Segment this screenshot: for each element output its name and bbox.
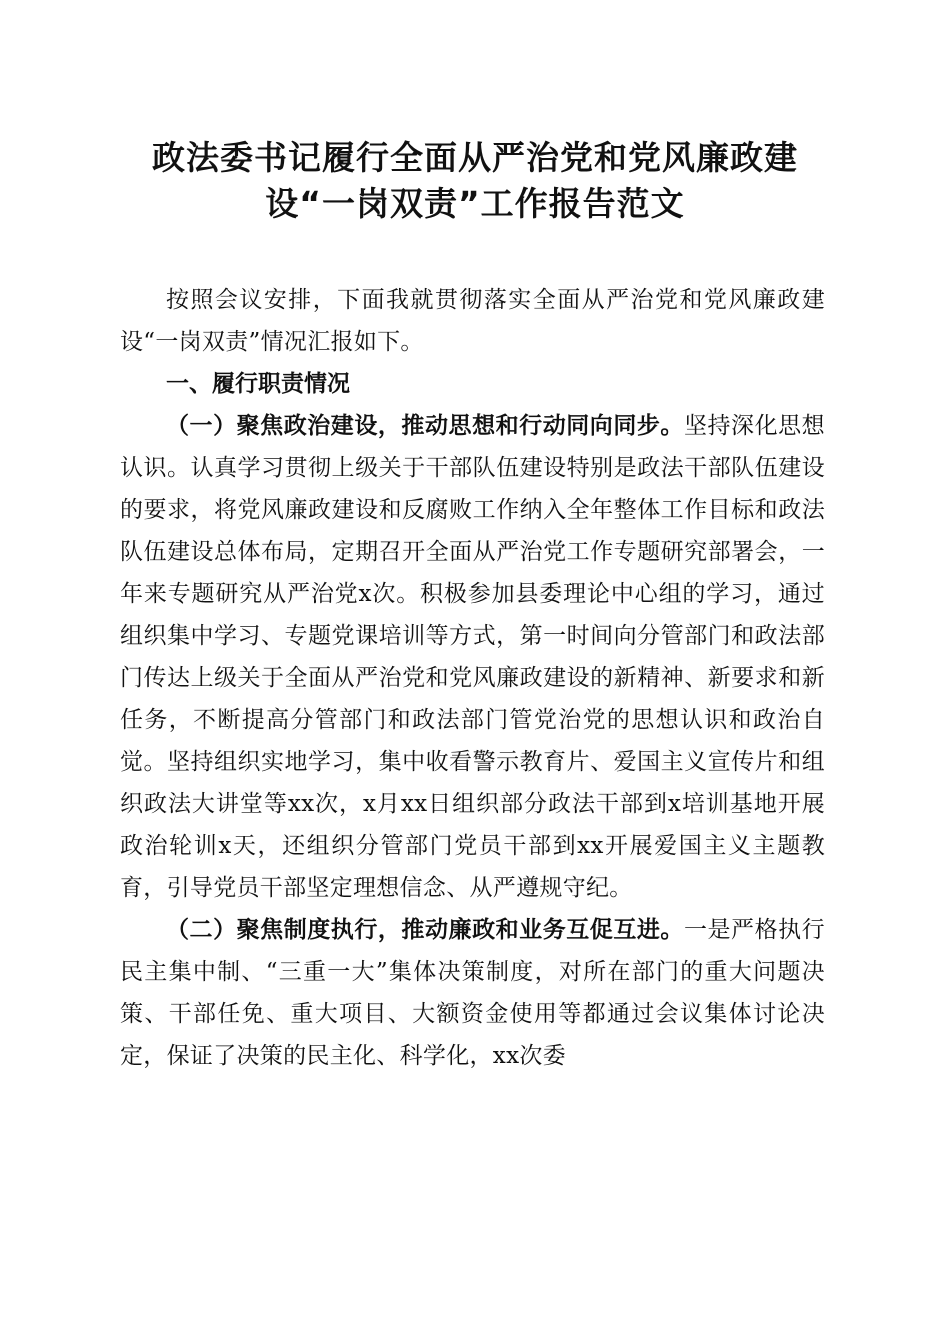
- document-title: [110, 135, 840, 227]
- paragraph-1-lead: （一）聚焦政治建设，推动思想和行动同向同步。: [166, 413, 684, 439]
- paragraph-1-body: 坚持深化思想认识。认真学习贯彻上级关于干部队伍建设特别是政法干部队伍建设的要求，将党风廉政建设和反腐败工作纳入全年整体工作目标和政法队伍建设总体布局，定期召开全面从严治党工作专题研究部署会，一年来专题研究从严治党x次。积极参加县委理论中心组的学习，通过组织集中学习、专题党课培训等方式，第一时间向分管部门和政法部门传达上级关于全面从严治党和党风廉政建设的新精神、新要求和新任务，不断提高分管部门和政法部门管党治党的思想认识和政治自觉。坚持组织实地学习，集中收看警示教育片、爱国主义宣传片和组织政法大讲堂等xx次，x月xx日组织部分政法干部到x培训基地开展政治轮训x天，还组织分管部门党员干部到xx开展爱国主义主题教育，引导党员干部坚定理想信念、从严遵规守纪。: [120, 413, 825, 901]
- paragraph-2-body: 一是严格执行民主集中制、“三重一大”集体决策制度，对所在部门的重大问题决策、干部任免、重大项目、大额资金使用等都通过会议集体讨论决定，保证了决策的民主化、科学化，xx次委: [120, 917, 825, 1069]
- title-line-2: 设“一岗双责”工作报告范文: [265, 184, 685, 223]
- section-heading: 一、履行职责情况: [166, 371, 350, 397]
- document-body: [120, 279, 825, 1077]
- paragraph-2: [120, 909, 825, 1077]
- intro-paragraph: 按照会议安排，下面我就贯彻落实全面从严治党和党风廉政建设“一岗双责”情况汇报如下。: [120, 287, 825, 355]
- paragraph-2-lead: （二）聚焦制度执行，推动廉政和业务互促互进。: [166, 917, 684, 943]
- title-line-1: 政法委书记履行全面从严治党和党风廉政建: [152, 138, 798, 177]
- paragraph-1: [120, 405, 825, 909]
